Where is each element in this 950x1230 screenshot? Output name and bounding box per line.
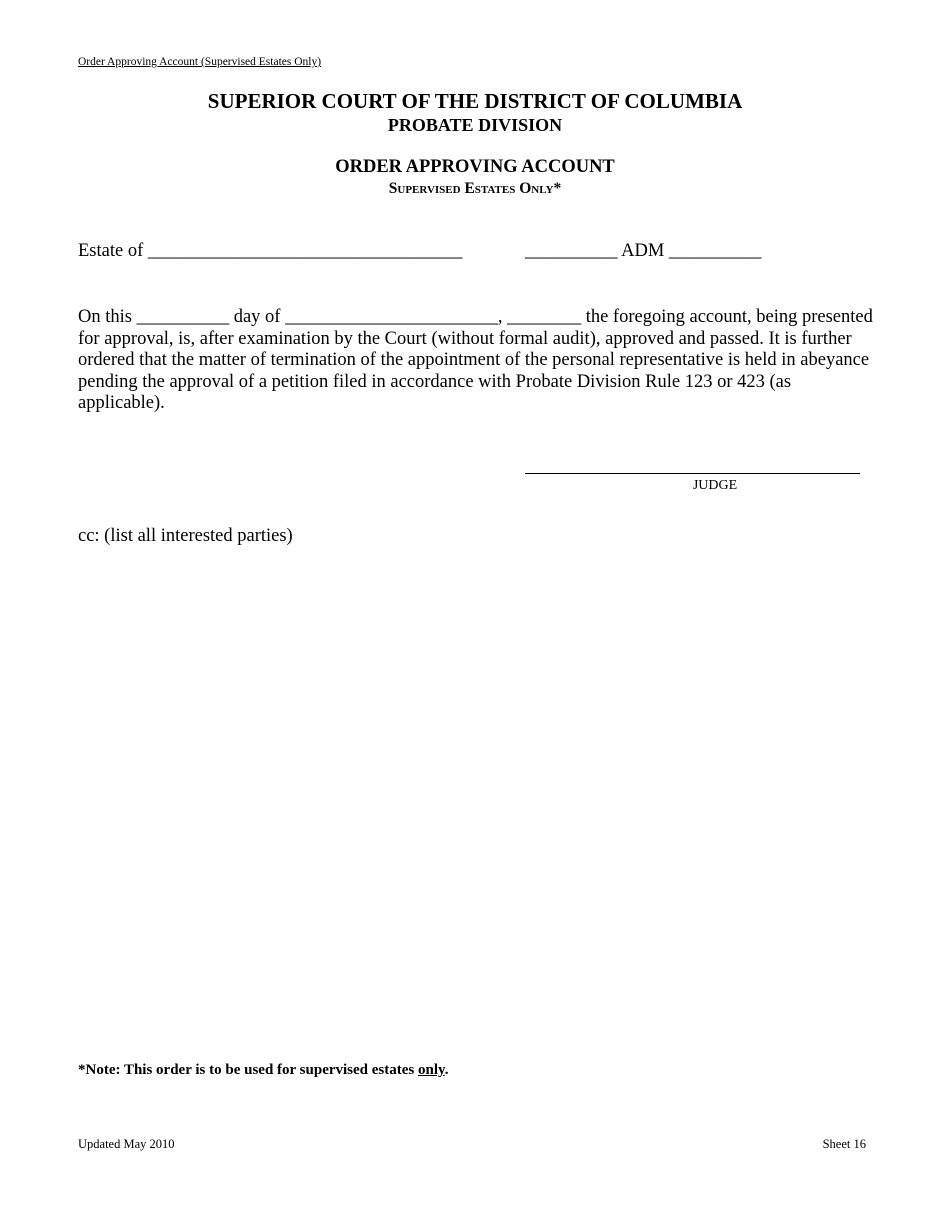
- judge-label: JUDGE: [692, 478, 738, 493]
- court-name-heading: SUPERIOR COURT OF THE DISTRICT OF COLUMBIA: [207, 89, 743, 113]
- order-body-paragraph: On this __________ day of _______________________, ________ the foregoing account, being presented for approval, is, after examination by the Court (without formal audit), approved and passed. It is further ordered that the matter of termination of the appointment of the personal representative is held in abeyance pending the approval of a petition filed in accordance with Probate Division Rule 123 or 423 (as applicable).: [78, 307, 873, 413]
- order-subtitle: Supervised Estates Only*: [388, 180, 562, 197]
- note-prefix: *Note: This order is to be used for supervised estates: [78, 1062, 418, 1078]
- cc-parties-line: cc: (list all interested parties): [78, 526, 293, 546]
- note-suffix: .: [444, 1062, 449, 1078]
- division-heading: PROBATE DIVISION: [387, 115, 563, 135]
- running-header-title: Order Approving Account (Supervised Estates Only): [78, 56, 322, 68]
- adm-number-field[interactable]: __________ ADM __________: [525, 241, 762, 261]
- updated-date: Updated May 2010: [78, 1137, 175, 1151]
- judge-signature-line[interactable]: [525, 473, 860, 474]
- order-title: ORDER APPROVING ACCOUNT: [335, 157, 615, 177]
- note-emphasis: only: [418, 1062, 445, 1078]
- estate-of-field[interactable]: Estate of __________________________________: [78, 241, 463, 261]
- supervised-estates-note: [78, 1062, 448, 1079]
- sheet-number: Sheet 16: [822, 1137, 866, 1151]
